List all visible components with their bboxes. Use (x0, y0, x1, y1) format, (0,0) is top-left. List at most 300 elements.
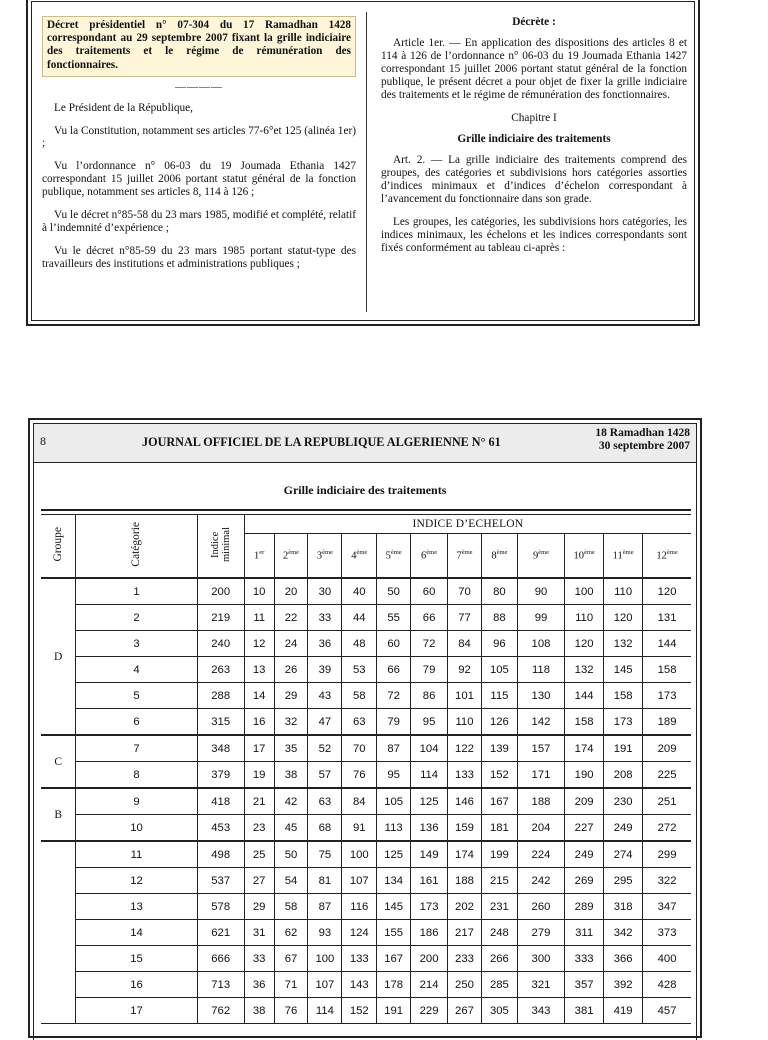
echelon-value-cell: 242 (517, 868, 564, 894)
echelon-value-cell: 81 (308, 868, 342, 894)
echelon-value-cell: 35 (274, 735, 308, 762)
echelon-value-cell: 322 (643, 868, 691, 894)
echelon-value-cell: 39 (308, 657, 342, 683)
echelon-value-cell: 90 (517, 578, 564, 605)
echelon-value-cell: 181 (481, 815, 517, 842)
echelon-value-cell: 52 (308, 735, 342, 762)
echelon-value-cell: 233 (448, 946, 482, 972)
category-cell: 16 (76, 972, 197, 998)
table-row (41, 894, 691, 920)
echelon-value-cell: 200 (411, 946, 448, 972)
echelon-value-cell: 88 (481, 605, 517, 631)
echelon-value-cell: 267 (448, 998, 482, 1024)
echelon-suffix: ème (288, 549, 300, 557)
echelon-value-cell: 100 (565, 578, 604, 605)
echelon-number: 8 (491, 550, 497, 562)
echelon-suffix: ème (496, 549, 508, 557)
echelon-value-cell: 29 (274, 683, 308, 709)
echelon-value-cell: 54 (274, 868, 308, 894)
echelon-suffix: ème (583, 549, 595, 557)
echelon-value-cell: 209 (565, 788, 604, 815)
category-cell: 7 (76, 735, 197, 762)
echelon-value-cell: 38 (244, 998, 274, 1024)
echelon-value-cell: 71 (274, 972, 308, 998)
echelon-value-cell: 300 (517, 946, 564, 972)
echelon-suffix: ème (390, 549, 402, 557)
echelon-number: 12 (656, 550, 667, 562)
echelon-value-cell: 366 (604, 946, 643, 972)
indice-minimal-cell: 263 (197, 657, 244, 683)
echelon-number: 7 (456, 550, 462, 562)
echelon-number: 4 (351, 550, 357, 562)
echelon-value-cell: 77 (448, 605, 482, 631)
echelon-value-cell: 50 (377, 578, 411, 605)
decrete-heading: Décrète : (512, 16, 556, 28)
echelon-value-cell: 215 (481, 868, 517, 894)
echelon-value-cell: 266 (481, 946, 517, 972)
echelon-value-cell: 299 (643, 841, 691, 868)
echelon-value-cell: 125 (411, 788, 448, 815)
echelon-value-cell: 227 (565, 815, 604, 842)
echelon-value-cell: 174 (565, 735, 604, 762)
echelon-value-cell: 152 (342, 998, 377, 1024)
echelon-value-cell: 58 (342, 683, 377, 709)
echelon-value-cell: 191 (377, 998, 411, 1024)
echelon-value-cell: 428 (643, 972, 691, 998)
echelon-value-cell: 343 (517, 998, 564, 1024)
echelon-value-cell: 108 (517, 631, 564, 657)
header-categorie-label: Catégorie (130, 522, 143, 567)
echelon-value-cell: 76 (342, 762, 377, 789)
category-cell: 14 (76, 920, 197, 946)
echelon-value-cell: 80 (481, 578, 517, 605)
echelon-value-cell: 133 (448, 762, 482, 789)
echelon-value-cell: 250 (448, 972, 482, 998)
echelon-value-cell: 116 (342, 894, 377, 920)
echelon-value-cell: 381 (565, 998, 604, 1024)
echelon-value-cell: 146 (448, 788, 482, 815)
echelon-value-cell: 38 (274, 762, 308, 789)
echelon-value-cell: 113 (377, 815, 411, 842)
echelon-value-cell: 188 (448, 868, 482, 894)
echelon-value-cell: 178 (377, 972, 411, 998)
echelon-value-cell: 457 (643, 998, 691, 1024)
echelon-value-cell: 100 (308, 946, 342, 972)
echelon-value-cell: 122 (448, 735, 482, 762)
echelon-value-cell: 76 (274, 998, 308, 1024)
echelon-value-cell: 14 (244, 683, 274, 709)
indice-minimal-cell: 288 (197, 683, 244, 709)
indice-minimal-cell: 348 (197, 735, 244, 762)
indice-minimal-cell: 379 (197, 762, 244, 789)
echelon-value-cell: 96 (481, 631, 517, 657)
echelon-value-cell: 104 (411, 735, 448, 762)
echelon-value-cell: 392 (604, 972, 643, 998)
echelon-value-cell: 60 (411, 578, 448, 605)
echelon-value-cell: 124 (342, 920, 377, 946)
decree-title-box: Décret présidentiel n° 07-304 du 17 Ramadhan 1428 correspondant au 29 septembre 2007 fixant la grille indiciaire des traitements et le régime de rémunération des fonctionnaires. (42, 16, 356, 77)
echelon-value-cell: 58 (274, 894, 308, 920)
echelon-value-cell: 114 (308, 998, 342, 1024)
echelon-value-cell: 115 (481, 683, 517, 709)
echelon-value-cell: 107 (342, 868, 377, 894)
header-groupe (41, 515, 76, 579)
category-cell: 8 (76, 762, 197, 789)
echelon-value-cell: 321 (517, 972, 564, 998)
echelon-value-cell: 133 (342, 946, 377, 972)
echelon-value-cell: 16 (244, 709, 274, 736)
echelon-suffix: ème (666, 549, 678, 557)
paragraph: Vu la Constitution, notamment ses articles 77-6°et 125 (alinéa 1er) ; (42, 124, 356, 150)
echelon-value-cell: 186 (411, 920, 448, 946)
header-row-1 (41, 515, 691, 534)
echelon-value-cell: 229 (411, 998, 448, 1024)
article-2: Art. 2. — La grille indiciaire des traitements comprend des groupes, des catégories et subdivisions hors catégories assorties d’indices minimaux et d’indices d’échelon correspondant à l’avancement du fonctionnaire dans son grade. (381, 153, 687, 205)
table-row (41, 709, 691, 736)
table-row (41, 578, 691, 605)
echelon-value-cell: 19 (244, 762, 274, 789)
group-cell (41, 841, 76, 1024)
echelon-value-cell: 43 (308, 683, 342, 709)
echelon-value-cell: 68 (308, 815, 342, 842)
article-1: Article 1er. — En application des dispositions des articles 8 et 114 à 126 de l’ordonnance n° 06-03 du 19 Joumada Ethania 1427 correspondant 15 juillet 2006 portant statut général de la fonction publique, le présent décret a pour objet de fixer la grille indiciaire des traitements et le régime de rémunération des fonctionnaires. (381, 36, 687, 101)
echelon-value-cell: 248 (481, 920, 517, 946)
echelon-value-cell: 333 (565, 946, 604, 972)
table-row (41, 605, 691, 631)
echelon-value-cell: 131 (643, 605, 691, 631)
echelon-value-cell: 145 (604, 657, 643, 683)
table-row (41, 735, 691, 762)
echelon-value-cell: 171 (517, 762, 564, 789)
header-indice-minimal-label: Indice minimal (209, 527, 232, 562)
echelon-value-cell: 144 (643, 631, 691, 657)
echelon-number: 2 (282, 550, 289, 562)
echelon-value-cell: 167 (377, 946, 411, 972)
echelon-value-cell: 251 (643, 788, 691, 815)
category-cell: 10 (76, 815, 197, 842)
header-categorie (76, 515, 197, 579)
chapter-title: Grille indiciaire des traitements (457, 132, 611, 145)
echelon-value-cell: 120 (604, 605, 643, 631)
echelon-value-cell: 36 (244, 972, 274, 998)
echelon-value-cell: 274 (604, 841, 643, 868)
echelon-value-cell: 130 (517, 683, 564, 709)
separator: ———— (175, 80, 223, 93)
echelon-value-cell: 249 (565, 841, 604, 868)
paragraph: Le Président de la République, (54, 101, 193, 114)
echelon-value-cell: 158 (604, 683, 643, 709)
echelon-value-cell: 269 (565, 868, 604, 894)
echelon-number: 5 (385, 550, 391, 562)
echelon-value-cell: 25 (244, 841, 274, 868)
echelon-value-cell: 79 (377, 709, 411, 736)
echelon-value-cell: 93 (308, 920, 342, 946)
category-cell: 1 (76, 578, 197, 605)
echelon-value-cell: 289 (565, 894, 604, 920)
echelon-value-cell: 126 (481, 709, 517, 736)
echelon-value-cell: 120 (643, 578, 691, 605)
echelon-value-cell: 50 (274, 841, 308, 868)
echelon-value-cell: 100 (342, 841, 377, 868)
echelon-suffix: ème (538, 549, 550, 557)
echelon-value-cell: 305 (481, 998, 517, 1024)
echelon-value-cell: 63 (308, 788, 342, 815)
category-cell: 6 (76, 709, 197, 736)
echelon-value-cell: 26 (274, 657, 308, 683)
echelon-suffix: ème (356, 549, 368, 557)
category-cell: 2 (76, 605, 197, 631)
echelon-value-cell: 143 (342, 972, 377, 998)
category-cell: 13 (76, 894, 197, 920)
echelon-value-cell: 55 (377, 605, 411, 631)
category-cell: 4 (76, 657, 197, 683)
journal-page-frame (33, 423, 697, 1040)
echelon-value-cell: 13 (244, 657, 274, 683)
echelon-value-cell: 230 (604, 788, 643, 815)
header-date (595, 427, 690, 453)
echelon-value-cell: 225 (643, 762, 691, 789)
echelon-value-cell: 91 (342, 815, 377, 842)
echelon-value-cell: 231 (481, 894, 517, 920)
echelon-value-cell: 214 (411, 972, 448, 998)
echelon-value-cell: 17 (244, 735, 274, 762)
echelon-value-cell: 11 (244, 605, 274, 631)
echelon-number: 1 (254, 550, 260, 562)
echelon-value-cell: 342 (604, 920, 643, 946)
echelon-value-cell: 173 (604, 709, 643, 736)
echelon-value-cell: 120 (565, 631, 604, 657)
echelon-suffix: ème (322, 549, 333, 557)
echelon-value-cell: 30 (308, 578, 342, 605)
echelon-header (342, 534, 377, 578)
echelon-value-cell: 173 (411, 894, 448, 920)
indice-minimal-cell: 315 (197, 709, 244, 736)
echelon-value-cell: 114 (411, 762, 448, 789)
echelon-value-cell: 48 (342, 631, 377, 657)
echelon-value-cell: 149 (411, 841, 448, 868)
echelon-header (604, 534, 643, 578)
echelon-value-cell: 70 (342, 735, 377, 762)
echelon-value-cell: 79 (411, 657, 448, 683)
echelon-value-cell: 217 (448, 920, 482, 946)
indice-minimal-cell: 219 (197, 605, 244, 631)
column-divider (366, 12, 367, 312)
echelon-value-cell: 67 (274, 946, 308, 972)
header-indice-echelon: INDICE D’ECHELON (244, 515, 691, 534)
echelon-value-cell: 202 (448, 894, 482, 920)
indice-minimal-cell: 762 (197, 998, 244, 1024)
echelon-number: 11 (612, 550, 623, 562)
category-cell: 12 (76, 868, 197, 894)
echelon-value-cell: 31 (244, 920, 274, 946)
echelon-value-cell: 92 (448, 657, 482, 683)
echelon-value-cell: 95 (411, 709, 448, 736)
echelon-value-cell: 118 (517, 657, 564, 683)
top-page-fragment (26, 0, 700, 326)
echelon-value-cell: 36 (308, 631, 342, 657)
echelon-value-cell: 152 (481, 762, 517, 789)
echelon-value-cell: 22 (274, 605, 308, 631)
echelon-value-cell: 66 (411, 605, 448, 631)
echelon-value-cell: 159 (448, 815, 482, 842)
echelon-value-cell: 279 (517, 920, 564, 946)
echelon-number: 10 (573, 550, 584, 562)
echelon-value-cell: 72 (377, 683, 411, 709)
echelon-value-cell: 158 (643, 657, 691, 683)
right-column (381, 16, 687, 265)
table-row (41, 868, 691, 894)
echelon-number: 6 (421, 550, 427, 562)
echelon-value-cell: 27 (244, 868, 274, 894)
echelon-value-cell: 249 (604, 815, 643, 842)
echelon-value-cell: 24 (274, 631, 308, 657)
category-cell: 11 (76, 841, 197, 868)
table-row (41, 657, 691, 683)
echelon-value-cell: 157 (517, 735, 564, 762)
echelon-value-cell: 107 (308, 972, 342, 998)
echelon-value-cell: 134 (377, 868, 411, 894)
echelon-value-cell: 295 (604, 868, 643, 894)
table-body (41, 578, 691, 1024)
echelon-value-cell: 105 (377, 788, 411, 815)
echelon-value-cell: 66 (377, 657, 411, 683)
echelon-value-cell: 110 (448, 709, 482, 736)
echelon-value-cell: 20 (274, 578, 308, 605)
echelon-value-cell: 42 (274, 788, 308, 815)
echelon-number: 3 (316, 550, 323, 562)
echelon-value-cell: 110 (565, 605, 604, 631)
echelon-value-cell: 144 (565, 683, 604, 709)
echelon-suffix: ème (426, 549, 438, 557)
echelon-value-cell: 105 (481, 657, 517, 683)
category-cell: 15 (76, 946, 197, 972)
journal-title: JOURNAL OFFICIEL DE LA REPUBLIQUE ALGERIENNE N° 61 (142, 435, 501, 449)
echelon-value-cell: 44 (342, 605, 377, 631)
echelon-value-cell: 173 (643, 683, 691, 709)
table-title: Grille indiciaire des traitements (283, 483, 447, 497)
category-cell: 9 (76, 788, 197, 815)
echelon-value-cell: 209 (643, 735, 691, 762)
echelon-value-cell: 155 (377, 920, 411, 946)
paragraph: Vu l’ordonnance n° 06-03 du 19 Joumada Ethania 1427 correspondant 15 juillet 2006 portant statut général de la fonction publique, notamment ses articles 8, 114 à 126 ; (42, 160, 356, 199)
echelon-value-cell: 204 (517, 815, 564, 842)
echelon-value-cell: 95 (377, 762, 411, 789)
echelon-value-cell: 161 (411, 868, 448, 894)
echelon-value-cell: 10 (244, 578, 274, 605)
paragraph: Vu le décret n°85-59 du 23 mars 1985 portant statut-type des travailleurs des institutions et administrations publiques ; (42, 245, 356, 271)
echelon-value-cell: 260 (517, 894, 564, 920)
page-number: 8 (40, 434, 46, 448)
group-cell: C (41, 735, 76, 788)
indice-minimal-cell: 578 (197, 894, 244, 920)
echelon-value-cell: 60 (377, 631, 411, 657)
echelon-value-cell: 33 (308, 605, 342, 631)
echelon-header (565, 534, 604, 578)
echelon-header (448, 534, 482, 578)
echelon-value-cell: 139 (481, 735, 517, 762)
echelon-value-cell: 132 (565, 657, 604, 683)
echelon-value-cell: 272 (643, 815, 691, 842)
echelon-suffix: ème (461, 549, 473, 557)
echelon-value-cell: 86 (411, 683, 448, 709)
echelon-value-cell: 63 (342, 709, 377, 736)
echelon-value-cell: 47 (308, 709, 342, 736)
paragraph: Vu le décret n°85-58 du 23 mars 1985, modifié et complété, relatif à l’indemnité d’expérience ; (42, 209, 356, 235)
echelon-value-cell: 357 (565, 972, 604, 998)
table-row (41, 631, 691, 657)
echelon-header (274, 534, 308, 578)
table-row (41, 972, 691, 998)
echelon-value-cell: 142 (517, 709, 564, 736)
date-gregorian: 30 septembre 2007 (598, 440, 690, 453)
table-row (41, 762, 691, 789)
echelon-value-cell: 373 (643, 920, 691, 946)
echelon-value-cell: 311 (565, 920, 604, 946)
table-row (41, 841, 691, 868)
indice-minimal-cell: 240 (197, 631, 244, 657)
echelon-value-cell: 62 (274, 920, 308, 946)
echelon-header (244, 534, 274, 578)
table-row (41, 946, 691, 972)
echelon-value-cell: 191 (604, 735, 643, 762)
echelon-value-cell: 33 (244, 946, 274, 972)
echelon-value-cell: 224 (517, 841, 564, 868)
top-page-frame (31, 1, 695, 321)
indice-minimal-cell: 666 (197, 946, 244, 972)
echelon-number: 9 (532, 550, 539, 562)
indice-minimal-cell: 537 (197, 868, 244, 894)
chapter-label: Chapitre I (511, 111, 557, 124)
echelon-header (411, 534, 448, 578)
date-hijri: 18 Ramadhan 1428 (595, 427, 690, 439)
category-cell: 17 (76, 998, 197, 1024)
echelon-value-cell: 45 (274, 815, 308, 842)
echelon-value-cell: 29 (244, 894, 274, 920)
echelon-value-cell: 75 (308, 841, 342, 868)
echelon-suffix: er (259, 549, 265, 557)
article-2-paragraph: Les groupes, les catégories, les subdivisions hors catégories, les indices minimaux, les échelons et les indices correspondants sont fixés conformément au tableau ci-après : (381, 215, 687, 254)
page-header (34, 424, 696, 463)
indice-minimal-cell: 713 (197, 972, 244, 998)
echelon-value-cell: 84 (342, 788, 377, 815)
echelon-value-cell: 419 (604, 998, 643, 1024)
indice-minimal-cell: 621 (197, 920, 244, 946)
echelon-header (643, 534, 691, 578)
table-row (41, 683, 691, 709)
header-indice-minimal (197, 515, 244, 579)
echelon-header (308, 534, 342, 578)
echelon-value-cell: 167 (481, 788, 517, 815)
echelon-header (377, 534, 411, 578)
echelon-value-cell: 57 (308, 762, 342, 789)
echelon-value-cell: 136 (411, 815, 448, 842)
echelon-value-cell: 70 (448, 578, 482, 605)
echelon-value-cell: 99 (517, 605, 564, 631)
echelon-value-cell: 158 (565, 709, 604, 736)
indice-minimal-cell: 498 (197, 841, 244, 868)
echelon-suffix: ème (622, 549, 634, 557)
echelon-value-cell: 189 (643, 709, 691, 736)
table-row (41, 920, 691, 946)
echelon-value-cell: 12 (244, 631, 274, 657)
echelon-value-cell: 23 (244, 815, 274, 842)
echelon-header (517, 534, 564, 578)
echelon-value-cell: 400 (643, 946, 691, 972)
group-cell: D (41, 578, 76, 735)
indice-minimal-cell: 453 (197, 815, 244, 842)
echelon-value-cell: 188 (517, 788, 564, 815)
echelon-value-cell: 318 (604, 894, 643, 920)
